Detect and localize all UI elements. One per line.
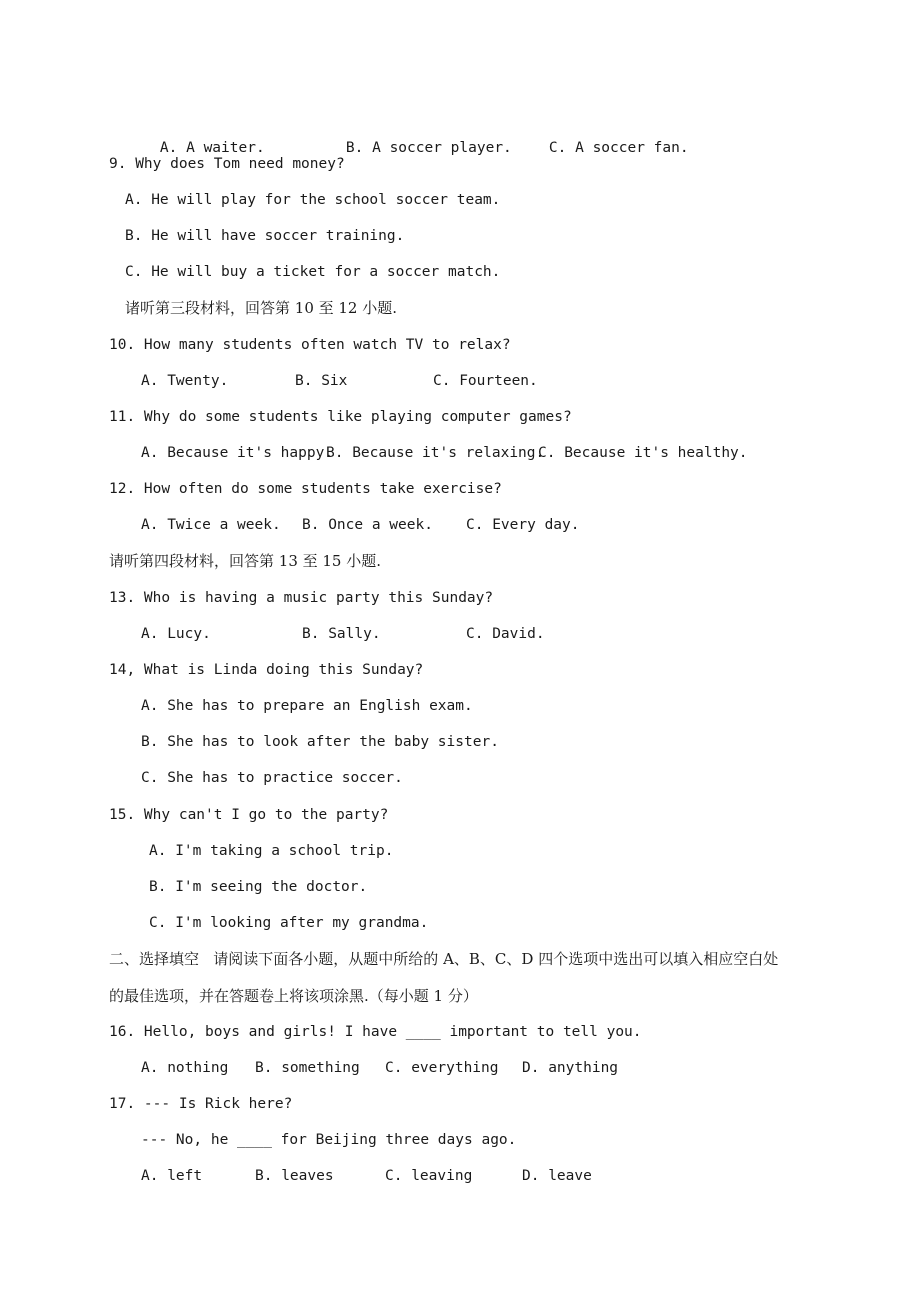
q16-stem: 16. Hello, boys and girls! I have ____ important to tell you. (109, 1024, 642, 1040)
q14-option-b: B. She has to look after the baby sister. (141, 734, 499, 750)
q9-stem: 9. Why does Tom need money? (109, 156, 345, 172)
part-2-instruction-line-1: 二、选择填空 请阅读下面各小题，从题中所给的 A、B、C、D 四个选项中选出可以填入相应空白处 (109, 950, 779, 968)
q15-stem: 15. Why can't I go to the party? (109, 807, 389, 823)
q13-option-c: C. David. (466, 626, 545, 642)
q12-option-a: A. Twice a week. (141, 517, 281, 533)
q16-option-b: B. something (255, 1060, 360, 1076)
q14-option-c: C. She has to practice soccer. (141, 770, 403, 786)
q15-option-a: A. I'm taking a school trip. (149, 843, 394, 859)
q10-option-b: B. Six (295, 373, 348, 389)
q13-stem: 13. Who is having a music party this Sunday? (109, 590, 494, 606)
section-3-instruction: 诸听第三段材料，回答第 10 至 12 小题. (125, 299, 398, 317)
q11-option-c: C. Because it's healthy. (538, 445, 748, 461)
q16-option-a: A. nothing (141, 1060, 229, 1076)
q14-stem: 14, What is Linda doing this Sunday? (109, 662, 424, 678)
q12-option-b: B. Once a week. (302, 517, 433, 533)
q16-option-c: C. everything (385, 1060, 499, 1076)
q11-option-b: B. Because it's relaxing. (326, 445, 545, 461)
q11-option-a: A. Because it's happy. (141, 445, 334, 461)
q16-option-d: D. anything (522, 1060, 619, 1076)
q17-option-b: B. leaves (255, 1168, 334, 1184)
q17-line-1: 17. --- Is Rick here? (109, 1096, 293, 1112)
q8-option-b: B. A soccer player. (345, 140, 512, 156)
section-4-instruction: 请听第四段材料，回答第 13 至 15 小题. (109, 552, 382, 570)
q10-stem: 10. How many students often watch TV to relax? (109, 337, 511, 353)
q10-option-c: C. Fourteen. (433, 373, 538, 389)
q14-option-a: A. She has to prepare an English exam. (141, 698, 473, 714)
q15-option-b: B. I'm seeing the doctor. (149, 879, 368, 895)
q17-option-d: D. leave (522, 1168, 592, 1184)
q8-option-a: A. A waiter. (159, 140, 265, 156)
q17-line-2: --- No, he ____ for Beijing three days ago. (141, 1132, 517, 1148)
q12-option-c: C. Every day. (466, 517, 580, 533)
q11-stem: 11. Why do some students like playing computer games? (109, 409, 572, 425)
q15-option-c: C. I'm looking after my grandma. (149, 915, 429, 931)
q12-stem: 12. How often do some students take exercise? (109, 481, 502, 497)
q9-option-b: B. He will have soccer training. (125, 228, 405, 244)
q10-option-a: A. Twenty. (141, 373, 229, 389)
q8-option-c: C. A soccer fan. (548, 140, 689, 156)
q17-option-a: A. left (141, 1168, 203, 1184)
q13-option-b: B. Sally. (302, 626, 381, 642)
q9-option-c: C. He will buy a ticket for a soccer match. (125, 264, 501, 280)
q17-option-c: C. leaving (385, 1168, 473, 1184)
q13-option-a: A. Lucy. (141, 626, 211, 642)
q9-option-a: A. He will play for the school soccer team. (125, 192, 501, 208)
part-2-instruction-line-2: 的最佳选项，并在答题卷上将该项涂黑.（每小题 1 分） (109, 987, 478, 1005)
